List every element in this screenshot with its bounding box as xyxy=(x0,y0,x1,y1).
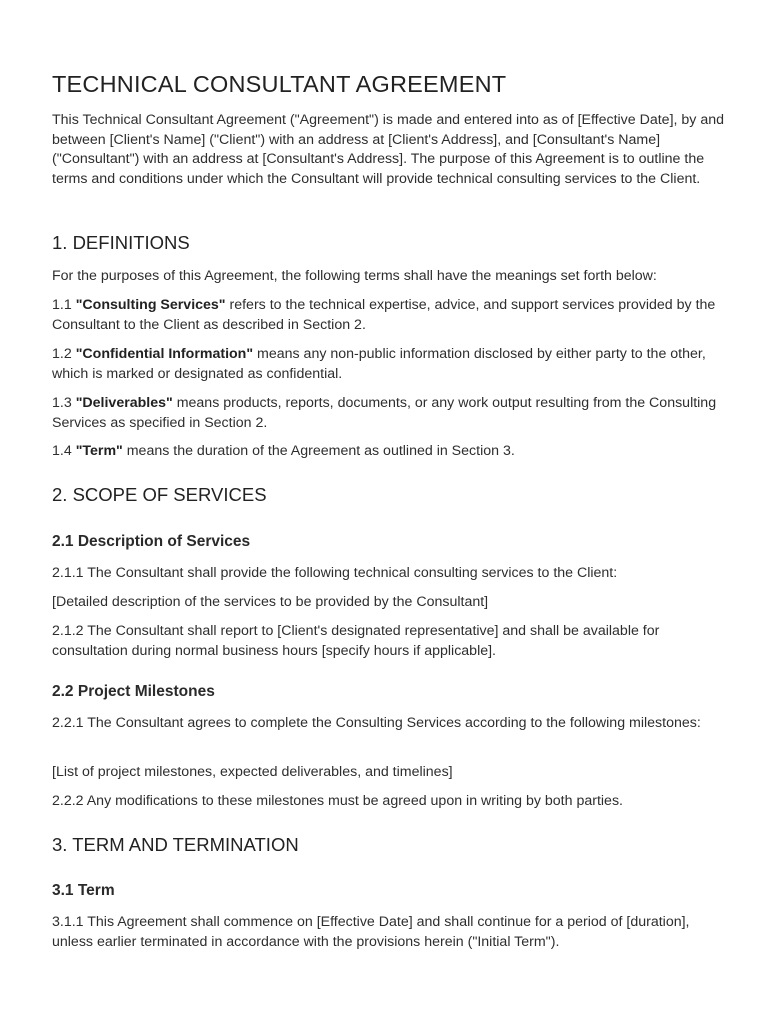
clause-2-2-2: 2.2.2 Any modifications to these milestones must be agreed upon in writing by both parties. xyxy=(52,793,623,809)
clause-3-1-1: 3.1.1 This Agreement shall commence on [Effective Date] and shall continue for a period of [duration], unless earlier terminated in accordance with the provisions herein ("Initial Term"). xyxy=(52,914,690,950)
definition-item xyxy=(52,394,732,433)
clause-2-1-1: 2.1.1 The Consultant shall provide the following technical consulting services to the Client: xyxy=(52,565,618,581)
subsection-heading-milestones: 2.2 Project Milestones xyxy=(52,683,215,700)
definition-number: 1.1 xyxy=(52,297,72,313)
placeholder-milestones: [List of project milestones, expected deliverables, and timelines] xyxy=(52,764,453,780)
definition-item xyxy=(52,442,732,462)
definition-term: "Consulting Services" xyxy=(75,297,226,313)
definition-number: 1.4 xyxy=(52,443,72,459)
definition-item xyxy=(52,296,732,335)
section-heading-definitions: 1. DEFINITIONS xyxy=(52,232,190,253)
subsection-heading-term: 3.1 Term xyxy=(52,882,115,899)
definition-number: 1.3 xyxy=(52,395,72,411)
definition-number: 1.2 xyxy=(52,346,72,362)
clause-2-2-1: 2.2.1 The Consultant agrees to complete the Consulting Services according to the following milestones: xyxy=(52,715,701,731)
definition-term: "Deliverables" xyxy=(75,395,173,411)
document-title: TECHNICAL CONSULTANT AGREEMENT xyxy=(52,71,507,97)
definition-text: refers to the technical expertise, advice, and support services provided by the Consultant to the Client as described in Section 2. xyxy=(52,297,716,333)
definition-item xyxy=(52,345,732,384)
section-heading-scope: 2. SCOPE OF SERVICES xyxy=(52,484,267,505)
definition-text: means any non-public information disclosed by either party to the other, which is marked or designated as confidential. xyxy=(52,346,706,382)
intro-paragraph: This Technical Consultant Agreement ("Agreement") is made and entered into as of [Effective Date], by and between [Client's Name] ("Client") with an address at [Client's Address], and [Consultant's Name] ("Consultant") with an address at [Consultant's Address]. The purpose of this Agreement is to outline the terms and conditions under which the Consultant will provide technical consulting services to the Client. xyxy=(52,112,724,187)
subsection-heading-description: 2.1 Description of Services xyxy=(52,533,251,550)
definition-term: "Confidential Information" xyxy=(75,346,254,362)
definition-text: means products, reports, documents, or any work output resulting from the Consulting Services as specified in Section 2. xyxy=(52,395,717,431)
definition-text: means the duration of the Agreement as outlined in Section 3. xyxy=(126,443,515,459)
section-heading-term: 3. TERM AND TERMINATION xyxy=(52,834,299,855)
placeholder-services-description: [Detailed description of the services to be provided by the Consultant] xyxy=(52,594,489,610)
definitions-lead: For the purposes of this Agreement, the following terms shall have the meanings set forth below: xyxy=(52,268,657,284)
clause-2-1-2: 2.1.2 The Consultant shall report to [Client's designated representative] and shall be available for consultation during normal business hours [specify hours if applicable]. xyxy=(52,623,660,659)
definition-term: "Term" xyxy=(75,443,123,459)
